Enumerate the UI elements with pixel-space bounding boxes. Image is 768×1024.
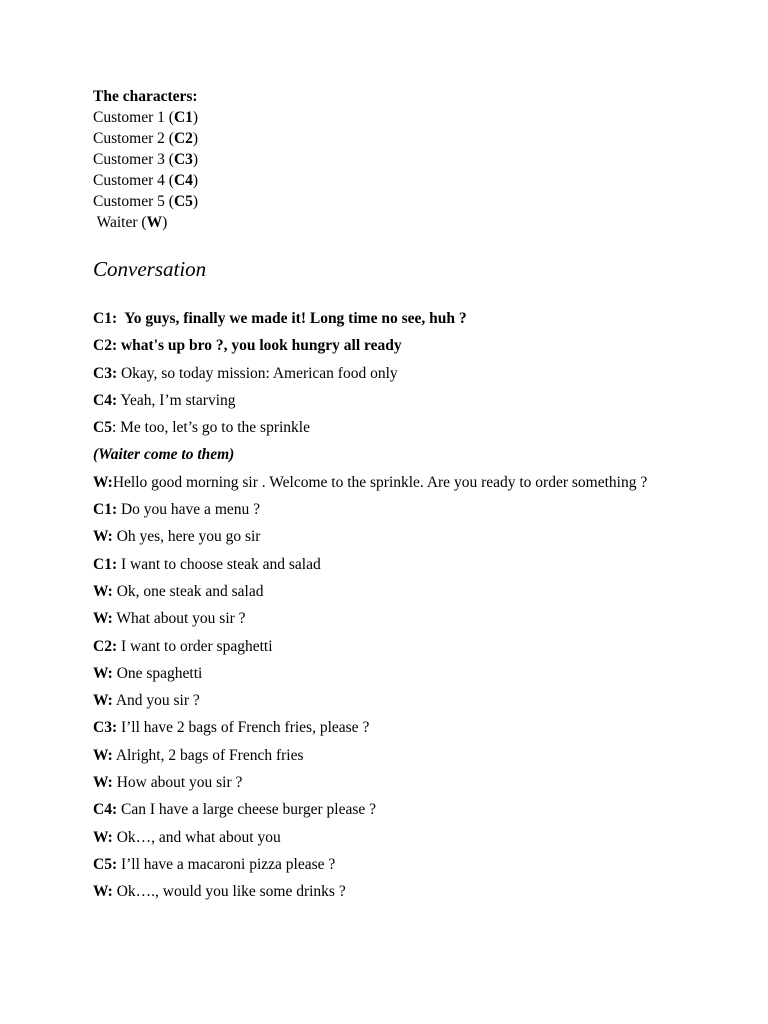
character-code: C4	[173, 172, 193, 189]
speaker-label: W:	[93, 746, 113, 764]
dialogue-line	[93, 305, 733, 332]
dialogue-text: And you sir ?	[112, 692, 200, 710]
character-item: Waiter (W)	[93, 214, 168, 231]
character-code: C2	[173, 130, 193, 147]
dialogue-text: I’ll have 2 bags of French fries, please ?	[117, 719, 370, 737]
dialogue-text: Can I have a large cheese burger please ?	[117, 801, 377, 819]
speaker-label: C3:	[93, 364, 118, 382]
dialogue-text: : Me too, let’s go to the sprinkle	[111, 419, 310, 437]
dialogue-line	[93, 660, 733, 687]
speaker-label: W:	[93, 828, 113, 846]
dialogue-line	[93, 742, 733, 769]
character-code: C3	[173, 151, 193, 168]
conversation-body	[93, 305, 733, 906]
speaker-label: W:	[93, 774, 113, 792]
speaker-label: W:	[93, 528, 113, 546]
speaker-label: C4:	[93, 391, 118, 409]
speaker-label: C2:	[93, 337, 118, 355]
speaker-label: C3:	[93, 719, 118, 737]
character-item: Customer 2 (C2)	[93, 130, 199, 147]
speaker-label: W:	[93, 692, 113, 710]
speaker-label: W:	[93, 473, 113, 491]
dialogue-text: Yeah, I’m starving	[117, 391, 236, 409]
dialogue-text: What about you sir ?	[112, 610, 246, 628]
speaker-label: W:	[93, 610, 113, 628]
dialogue-line	[93, 387, 733, 414]
dialogue-line	[93, 769, 733, 796]
dialogue-line	[93, 578, 733, 605]
speaker-label: C5:	[93, 855, 118, 873]
dialogue-line	[93, 605, 733, 632]
character-code: W	[146, 214, 163, 231]
character-item: Customer 4 (C4)	[93, 172, 199, 189]
dialogue-line	[93, 469, 733, 496]
dialogue-line	[93, 496, 733, 523]
character-list	[93, 86, 733, 233]
dialogue-text: Alright, 2 bags of French fries	[112, 746, 304, 764]
speaker-label: C1:	[93, 501, 118, 519]
speaker-label: W:	[93, 664, 113, 682]
character-code: C1	[173, 109, 193, 126]
dialogue-line	[93, 824, 733, 851]
dialogue-line	[93, 414, 733, 441]
dialogue-line	[93, 714, 733, 741]
dialogue-line	[93, 878, 733, 905]
dialogue-text: Do you have a menu ?	[117, 501, 261, 519]
dialogue-line	[93, 360, 733, 387]
speaker-label: W:	[93, 883, 113, 901]
dialogue-text: Oh yes, here you go sir	[112, 528, 261, 546]
character-list-title: The characters:	[93, 88, 198, 105]
dialogue-line	[93, 633, 733, 660]
character-item: Customer 3 (C3)	[93, 151, 199, 168]
dialogue-text: Yo guys, finally we made it! Long time no see, huh ?	[117, 310, 467, 327]
character-code: C5	[173, 193, 193, 210]
dialogue-text: I want to choose steak and salad	[117, 555, 321, 573]
dialogue-line	[93, 332, 733, 359]
dialogue-text: Hello good morning sir . Welcome to the sprinkle. Are you ready to order something ?	[112, 473, 648, 491]
dialogue-text: I’ll have a macaroni pizza please ?	[117, 855, 336, 873]
document-page	[93, 86, 733, 906]
speaker-label: C2:	[93, 637, 118, 655]
dialogue-line	[93, 851, 733, 878]
dialogue-text: Okay, so today mission: American food only	[117, 364, 398, 382]
character-item: Customer 1 (C1)	[93, 109, 199, 126]
dialogue-text: Ok…, and what about you	[112, 828, 281, 846]
conversation-heading: Conversation	[93, 257, 207, 281]
dialogue-text: One spaghetti	[112, 664, 203, 682]
dialogue-line	[93, 523, 733, 550]
dialogue-line	[93, 796, 733, 823]
dialogue-text: I want to order spaghetti	[117, 637, 273, 655]
speaker-label: W:	[93, 582, 113, 600]
character-item: Customer 5 (C5)	[93, 193, 199, 210]
dialogue-text: what's up bro ?, you look hungry all ready	[117, 337, 402, 355]
dialogue-line	[93, 687, 733, 714]
stage-direction: (Waiter come to them)	[93, 446, 235, 464]
dialogue-line	[93, 551, 733, 578]
dialogue-text: How about you sir ?	[112, 774, 243, 792]
speaker-label: C5	[93, 419, 112, 437]
speaker-label: C1:	[93, 555, 118, 573]
speaker-label: C1:	[93, 310, 118, 327]
dialogue-text: Ok…., would you like some drinks ?	[112, 883, 346, 901]
dialogue-text: Ok, one steak and salad	[112, 582, 264, 600]
speaker-label: C4:	[93, 801, 118, 819]
